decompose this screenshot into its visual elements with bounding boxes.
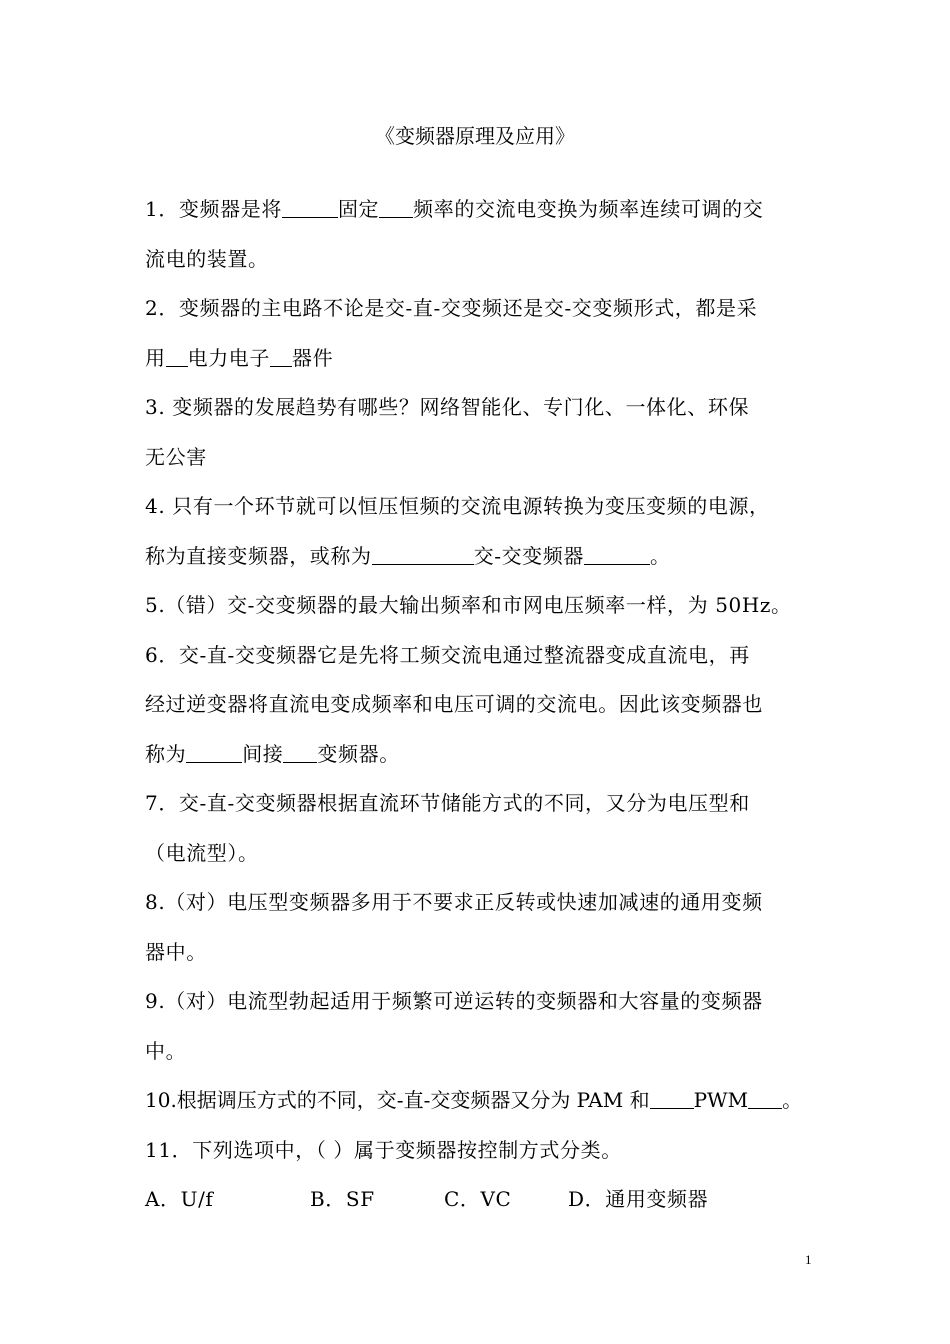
question-1-text-pre: 1．变频器是将	[145, 197, 282, 221]
option-a: A．U/f	[145, 1187, 214, 1211]
question-3-line-2: 无公害	[145, 444, 207, 469]
question-1-line-2: 流电的装置。	[145, 246, 269, 271]
page-number: 1	[805, 1252, 812, 1267]
question-2-text-post: 器件	[292, 345, 334, 370]
question-11-line-1: 11．下列选项中，（ ）属于变频器按控制方式分类。	[145, 1137, 622, 1162]
question-9-line-1: 9.（对）电流型勃起适用于频繁可逆运转的变频器和大容量的变频器	[145, 989, 763, 1013]
question-4-answer: 交-交变频器	[473, 543, 584, 568]
question-2-text-pre: 用	[145, 345, 166, 370]
question-7-line-2: （电流型）。	[145, 840, 259, 865]
question-10-answer: PWM	[693, 1088, 749, 1112]
question-6-line-1: 6．交-直-交变频器它是先将工频交流电通过整流器变成直流电，再	[145, 642, 750, 667]
question-2-line-1: 2．变频器的主电路不论是交-直-交变频还是交-交变频形式，都是采	[145, 296, 758, 320]
option-d: D．通用变频器	[568, 1187, 709, 1211]
blank-line	[379, 193, 413, 218]
question-6-answer: 间接	[242, 741, 284, 766]
blank-line	[282, 193, 338, 218]
question-2-line-2	[145, 339, 810, 389]
question-4-line-1: 4. 只有一个环节就可以恒压恒频的交流电源转换为变压变频的电源，	[145, 494, 770, 518]
question-4-text-post: 。	[649, 543, 671, 568]
blank-line	[186, 738, 242, 763]
question-2-answer: 电力电子	[187, 345, 271, 370]
blank-line	[283, 738, 317, 763]
blank-line	[650, 1084, 694, 1109]
question-6-line-2: 经过逆变器将直流电变成频率和电压可调的交流电。因此该变频器也	[145, 692, 763, 716]
question-11-options	[145, 1180, 810, 1230]
question-1-text-post: 频率的交流电变换为频率连续可调的交	[413, 197, 764, 221]
question-4-line-2	[145, 537, 810, 587]
question-1-answer: 固定	[337, 197, 380, 221]
blank-line	[166, 342, 188, 367]
blank-line	[270, 342, 292, 367]
blank-line	[584, 540, 650, 565]
question-10-line-1	[145, 1081, 810, 1131]
question-6-text-post: 变频器。	[317, 741, 400, 766]
option-c: C．VC	[444, 1187, 512, 1211]
question-9-line-2: 中。	[145, 1038, 187, 1063]
question-10-text-post: 。	[782, 1088, 803, 1112]
option-b: B．SF	[310, 1187, 375, 1211]
blank-line	[372, 540, 474, 565]
question-7-line-1: 7．交-直-交变频器根据直流环节储能方式的不同，又分为电压型和	[145, 791, 750, 815]
page-title: 《变频器原理及应用》	[375, 124, 575, 148]
question-6-line-3	[145, 735, 810, 785]
blank-line	[748, 1084, 782, 1109]
question-8-line-2: 器中。	[145, 939, 207, 964]
question-5-line-1: 5.（错）交-交变频器的最大输出频率和市网电压频率一样，为 50Hz。	[145, 593, 792, 617]
question-4-text-pre: 称为直接变频器，或称为	[145, 543, 372, 568]
question-3-line-1: 3. 变频器的发展趋势有哪些？网络智能化、专门化、一体化、环保	[145, 395, 750, 419]
question-8-line-1: 8.（对）电压型变频器多用于不要求正反转或快速加减速的通用变频	[145, 890, 763, 914]
question-1-line-1	[145, 190, 810, 240]
question-10-text-pre: 10.根据调压方式的不同，交-直-交变频器又分为 PAM 和	[145, 1088, 650, 1112]
question-list	[145, 190, 810, 1230]
question-6-text-pre: 称为	[145, 741, 187, 766]
